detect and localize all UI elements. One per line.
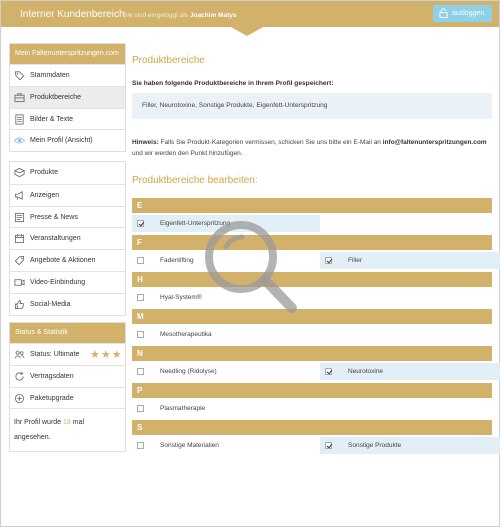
login-status <box>123 12 236 19</box>
sidebar-item-label: Video-Einbindung <box>30 278 86 286</box>
category-checkbox[interactable] <box>137 331 144 338</box>
offer-tag-icon <box>14 255 25 266</box>
category-option[interactable] <box>132 363 320 380</box>
top-header <box>1 1 499 27</box>
sidebar-item-mein-profil[interactable] <box>10 129 125 151</box>
hint-body: Falls Sie Produkt-Kategorien vermissen, schicken Sie uns bitte ein E-Mail an <box>160 139 381 146</box>
sidebar-item-label: Social-Media <box>30 300 71 308</box>
table-row <box>132 289 492 306</box>
category-label: Needling (Ridolyse) <box>160 368 217 375</box>
eye-icon <box>14 135 25 146</box>
hint-email-link[interactable]: info@faltenunterspritzungen.com <box>382 139 487 146</box>
group-letter-m: M <box>132 309 492 324</box>
group-letter-f: F <box>132 235 492 250</box>
category-checkbox[interactable] <box>137 405 144 412</box>
refresh-icon <box>14 371 25 382</box>
hint-text <box>132 137 492 159</box>
table-row <box>132 400 492 417</box>
table-row <box>132 437 492 454</box>
sidebar-item-social-media[interactable] <box>10 293 125 315</box>
logout-button[interactable] <box>433 5 492 22</box>
login-prefix: Sie sind eingeloggt als <box>123 12 189 19</box>
sidebar-box-title: Mein Faltenunterspritzungen.com <box>10 44 125 64</box>
sidebar-item-produkte[interactable] <box>10 162 125 184</box>
category-option[interactable] <box>320 437 500 454</box>
header-notch <box>231 27 263 36</box>
category-checkbox[interactable] <box>137 294 144 301</box>
table-row <box>132 326 492 343</box>
hint-body-end: und wir werden den Punkt hinzufügen. <box>132 150 243 157</box>
megaphone-icon <box>14 190 25 201</box>
category-label: Sonstige Produkte <box>348 442 402 449</box>
newspaper-icon <box>14 212 25 223</box>
category-checkbox[interactable] <box>137 368 144 375</box>
sidebar-item-label: Anzeigen <box>30 191 60 199</box>
sidebar-item-label: Bilder & Texte <box>30 115 74 123</box>
views-suffix: mal angesehen. <box>14 419 85 442</box>
category-label: Fadenlifting <box>160 257 194 264</box>
rating-stars: ★★★ <box>90 349 123 361</box>
lock-icon <box>439 8 448 18</box>
sidebar-item-anzeigen[interactable] <box>10 184 125 206</box>
table-row <box>132 363 492 380</box>
status-label: Status: Ultimate <box>30 351 80 358</box>
views-count: 18 <box>63 419 71 427</box>
page-title: Produktbereiche <box>132 55 205 66</box>
products-icon <box>14 167 25 178</box>
group-letter-e: E <box>132 198 492 213</box>
magnifier-icon <box>196 215 306 315</box>
sidebar-item-label: Presse & News <box>30 213 78 221</box>
category-checkbox[interactable] <box>137 220 144 227</box>
group-letter-s: S <box>132 420 492 435</box>
hint-label: Hinweis: <box>132 139 159 146</box>
table-row <box>132 252 492 269</box>
sidebar-item-label: Mein Profil (Ansicht) <box>30 137 93 145</box>
thumbs-up-icon <box>14 299 25 310</box>
category-label: Hyal-System® <box>160 294 202 301</box>
category-label: Filler <box>348 257 363 264</box>
category-option[interactable] <box>132 400 320 417</box>
logout-label: ausloggen <box>452 10 485 17</box>
category-checkbox[interactable] <box>137 257 144 264</box>
sidebar-box-title: Status & Statistik <box>10 323 125 343</box>
video-icon <box>14 277 25 288</box>
sidebar-item-veranstaltungen[interactable] <box>10 227 125 249</box>
header-title: Interner Kundenbereich <box>20 9 125 20</box>
sidebar-item-label: Stammdaten <box>30 72 70 79</box>
tag-icon <box>14 70 25 81</box>
category-checkbox[interactable] <box>325 257 332 264</box>
category-label: Eigenfett-Unterspritzung <box>160 220 231 227</box>
profile-views <box>10 408 125 451</box>
category-label: Neurotoxine <box>348 368 384 375</box>
category-option[interactable] <box>320 363 500 380</box>
category-option[interactable] <box>132 437 320 454</box>
users-icon <box>14 349 25 360</box>
group-letter-p: P <box>132 383 492 398</box>
category-option[interactable] <box>320 252 500 269</box>
views-prefix: Ihr Profil wurde <box>14 419 62 427</box>
category-label: Plasmatherapie <box>160 405 206 412</box>
sidebar-item-label: Produkte <box>30 169 59 176</box>
sidebar-item-label: Veranstaltungen <box>30 235 81 243</box>
sidebar-item-vertragsdaten[interactable] <box>10 365 125 387</box>
category-option[interactable] <box>132 326 320 343</box>
status-row <box>10 343 125 365</box>
table-row <box>132 215 492 232</box>
user-name: Joachim Matys <box>189 12 237 19</box>
sidebar-item-video-einbindung[interactable] <box>10 271 125 293</box>
category-label: Sonstige Materialien <box>160 442 219 449</box>
calendar-icon <box>14 233 25 244</box>
group-letter-h: H <box>132 272 492 287</box>
sidebar-status-box <box>9 322 126 452</box>
sidebar-profile-box <box>9 43 126 152</box>
sidebar-item-paketupgrade[interactable] <box>10 387 125 409</box>
saved-list: Filler, Neurotoxine, Sonstige Produkte, Eigenfett-Unterspritzung <box>142 102 328 109</box>
plus-circle-icon <box>14 393 25 404</box>
sidebar-item-bilder-texte[interactable] <box>10 108 125 130</box>
edit-heading: Produktbereiche bearbeiten: <box>132 175 258 186</box>
category-checkbox[interactable] <box>325 368 332 375</box>
sidebar-item-presse-news[interactable] <box>10 206 125 228</box>
saved-list-box <box>132 93 492 119</box>
document-icon <box>14 114 25 125</box>
sidebar-item-label: Angebote & Aktionen <box>30 257 96 265</box>
category-checkbox[interactable] <box>325 442 332 449</box>
category-checkbox[interactable] <box>137 442 144 449</box>
sidebar-item-stammdaten[interactable] <box>10 64 125 86</box>
category-label: Mesotherapeutika <box>160 331 212 338</box>
sidebar-content-box <box>9 161 126 316</box>
sidebar-item-label: Vertragsdaten <box>30 372 74 380</box>
group-letter-n: N <box>132 346 492 361</box>
briefcase-icon <box>14 92 25 103</box>
sidebar-item-angebote-aktionen[interactable] <box>10 249 125 271</box>
sidebar-item-label: Produktbereiche <box>30 93 81 101</box>
saved-intro: Sie haben folgende Produktbereiche in Ihrem Profil gespeichert: <box>132 80 334 87</box>
sidebar-item-label: Paketupgrade <box>30 394 74 402</box>
sidebar-item-produktbereiche[interactable] <box>10 86 125 108</box>
